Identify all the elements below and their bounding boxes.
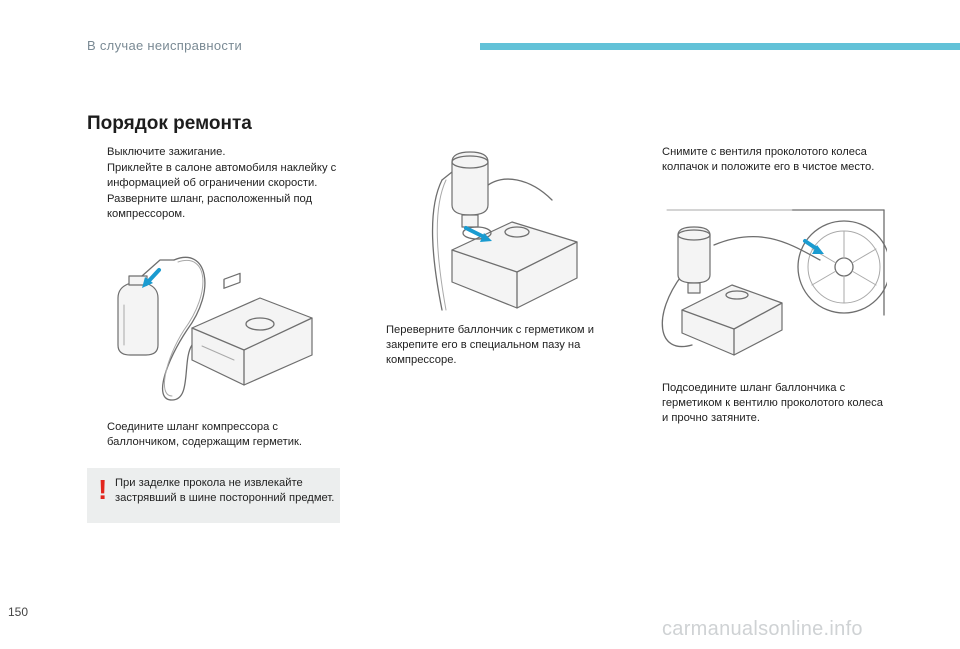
page-number: 150 — [8, 605, 29, 619]
watermark: carmanualsonline.info — [662, 618, 863, 640]
step-list-column-2 — [366, 323, 611, 369]
section-title: Порядок ремонта — [87, 113, 252, 134]
wheel-valve-connection-illustration — [652, 205, 887, 370]
step-list-column-1 — [87, 145, 342, 223]
step-item: Приклейте в салоне автомобиля наклейку с информацией об ограничении скорости. — [107, 162, 337, 189]
chapter-title: В случае неисправности — [87, 38, 243, 53]
step-item: Переверните баллончик с герметиком и закрепите его в специальном пазу на компрессоре. — [386, 324, 594, 366]
warning-text: При заделке прокола не извлекайте застрявший в шине посторонний предмет. — [115, 477, 335, 504]
warning-note — [87, 468, 340, 523]
step-list-column-3-top — [642, 145, 892, 176]
chapter-accent-bar — [480, 43, 960, 50]
step-item: Соедините шланг компрессора с баллончиком, содержащим герметик. — [107, 421, 303, 448]
compressor-bottle-illustration — [112, 250, 317, 410]
step-list-column-1-after — [87, 420, 342, 451]
step-list-column-3-bottom — [642, 381, 892, 427]
step-item: Разверните шланг, расположенный под компрессором. — [107, 193, 313, 220]
step-item: Снимите с вентиля проколотого колеса колпачок и положите его в чистое место. — [662, 146, 875, 173]
warning-icon: ! — [98, 474, 108, 505]
step-item: Подсоедините шланг баллончика с герметиком к вентилю проколотого колеса и прочно затяните. — [662, 382, 883, 424]
bottle-on-compressor-illustration — [422, 150, 587, 315]
step-item: Выключите зажигание. — [107, 146, 226, 158]
